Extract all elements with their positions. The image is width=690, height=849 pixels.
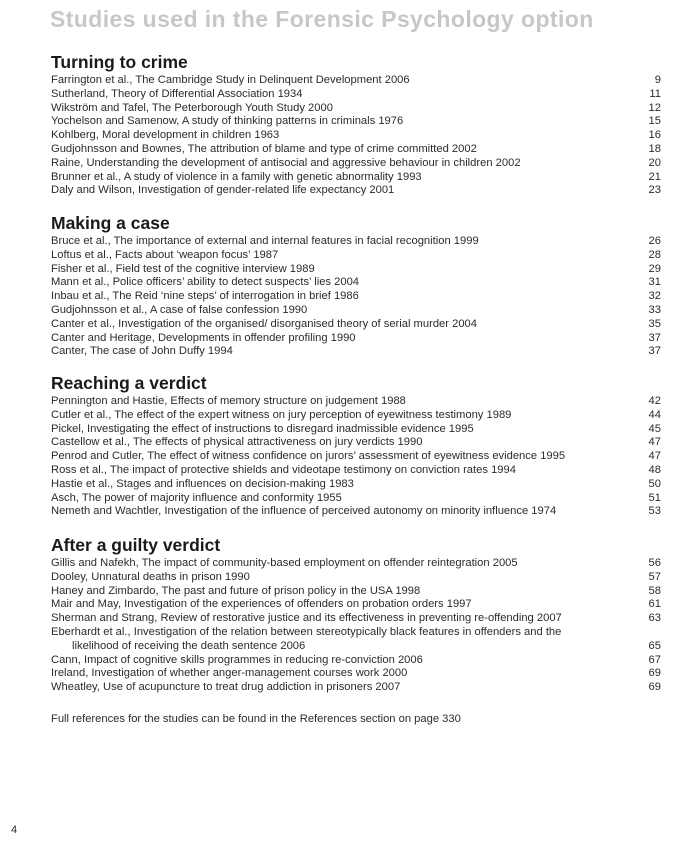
study-title-text: Canter, The case of John Duffy 1994 <box>51 345 233 358</box>
study-entry <box>51 612 661 626</box>
section-heading: Turning to crime <box>51 52 188 72</box>
section-reaching-a-verdict <box>51 371 661 519</box>
study-title <box>51 423 637 437</box>
study-entry <box>51 184 661 198</box>
study-title-text: Pennington and Hastie, Effects of memory structure on judgement 1988 <box>51 395 406 407</box>
study-title-text: Sutherland, Theory of Differential Association 1934 <box>51 87 303 100</box>
study-title-text: Gudjohnsson and Bownes, The attribution of blame and type of crime committed 2002 <box>51 142 477 155</box>
study-title <box>51 612 637 626</box>
study-title <box>51 505 637 519</box>
study-title <box>51 115 637 129</box>
page-reference: 47 <box>648 436 661 449</box>
study-title <box>51 450 637 464</box>
page-reference: 63 <box>648 612 661 625</box>
study-entry <box>51 171 661 185</box>
study-title-text: Mair and May, Investigation of the experiences of offenders on probation orders 1997 <box>51 598 472 611</box>
study-title <box>51 464 637 478</box>
study-entry <box>51 290 661 304</box>
page-reference: 56 <box>648 557 661 569</box>
study-title <box>51 436 637 450</box>
section-heading: Making a case <box>51 213 170 233</box>
study-entry <box>51 654 661 668</box>
study-title-text: Penrod and Cutler, The effect of witness confidence on jurors’ assessment of eyewitness evidence 1995 <box>51 450 566 463</box>
study-entry <box>51 129 661 143</box>
study-title-text: Cann, Impact of cognitive skills programmes in reducing re-conviction 2006 <box>51 653 423 666</box>
study-entry <box>51 304 661 318</box>
study-entry <box>51 263 661 277</box>
study-title-text: Daly and Wilson, Investigation of gender-related life expectancy 2001 <box>51 184 395 197</box>
study-entry <box>51 598 661 612</box>
study-title-text: Ireland, Investigation of whether anger-management courses work 2000 <box>51 667 408 680</box>
study-title <box>51 345 637 359</box>
study-entry <box>51 667 661 681</box>
section-turning-to-crime <box>51 50 661 198</box>
study-entry <box>51 102 661 116</box>
study-title <box>51 681 637 695</box>
study-title-text: Canter and Heritage, Developments in offender profiling 1990 <box>51 331 356 344</box>
study-entry <box>51 505 661 519</box>
study-title <box>51 143 637 157</box>
page-number: 4 <box>11 824 18 836</box>
section-heading: After a guilty verdict <box>51 535 221 555</box>
study-title <box>51 276 637 290</box>
study-entry <box>51 423 661 437</box>
page-reference: 67 <box>648 653 661 666</box>
study-title-text: Mann et al., Police officers’ ability to detect suspects’ lies 2004 <box>51 276 360 289</box>
study-title <box>51 478 637 492</box>
page-reference: 28 <box>648 248 661 261</box>
study-title-text: Kohlberg, Moral development in children 1963 <box>51 129 280 142</box>
study-title <box>51 585 637 599</box>
study-title <box>51 102 637 116</box>
page-title: Studies used in the Forensic Psychology option <box>50 6 594 32</box>
study-title <box>51 557 637 571</box>
study-title-text: Gillis and Nafekh, The impact of community-based employment on offender reintegration 2005 <box>51 557 518 569</box>
study-title-text: Brunner et al., A study of violence in a family with genetic abnormality 1993 <box>51 170 422 183</box>
study-entry <box>51 436 661 450</box>
study-entry <box>51 626 661 654</box>
page-reference: 33 <box>648 303 661 316</box>
study-title <box>51 129 637 143</box>
study-entry <box>51 235 661 249</box>
page-reference: 69 <box>648 681 661 694</box>
study-title-text: Wheatley, Use of acupuncture to treat drug addiction in prisoners 2007 <box>51 681 401 694</box>
study-entry <box>51 681 661 695</box>
study-title-text: Wikström and Tafel, The Peterborough Youth Study 2000 <box>51 101 333 114</box>
study-title <box>51 74 637 88</box>
study-title <box>51 626 637 654</box>
study-entry <box>51 143 661 157</box>
section-heading: Reaching a verdict <box>51 373 207 393</box>
page-reference: 11 <box>649 87 661 100</box>
study-title-text: Yochelson and Samenow, A study of thinking patterns in criminals 1976 <box>51 115 404 128</box>
page-reference: 58 <box>648 584 661 597</box>
study-title <box>51 184 637 198</box>
study-entry <box>51 249 661 263</box>
page-reference: 45 <box>648 422 661 435</box>
study-entry <box>51 395 661 409</box>
page-reference: 9 <box>654 74 661 86</box>
study-title-text: Inbau et al., The Reid ‘nine steps’ of interrogation in brief 1986 <box>51 290 359 303</box>
study-title-text: Haney and Zimbardo, The past and future of prison policy in the USA 1998 <box>51 584 421 597</box>
study-title <box>51 409 637 423</box>
study-title <box>51 395 637 409</box>
page-reference: 65 <box>648 639 661 652</box>
study-entry <box>51 115 661 129</box>
study-title <box>51 654 637 668</box>
page-reference: 61 <box>648 598 661 611</box>
study-title-text: Sherman and Strang, Review of restorative justice and its effectiveness in preventing re-offending 2007 <box>51 612 562 625</box>
study-title-text: Gudjohnsson et al., A case of false confession 1990 <box>51 303 308 316</box>
study-title <box>51 304 637 318</box>
study-title-text: Castellow et al., The effects of physical attractiveness on jury verdicts 1990 <box>51 436 423 449</box>
study-title-text: Loftus et al., Facts about ‘weapon focus’ 1987 <box>51 248 279 261</box>
study-entry <box>51 157 661 171</box>
study-title-text: Farrington et al., The Cambridge Study in Delinquent Development 2006 <box>51 74 410 86</box>
study-title <box>51 667 637 681</box>
page-reference: 47 <box>648 450 661 463</box>
references-footnote: Full references for the studies can be found in the References section on page 330 <box>51 713 461 725</box>
study-title <box>51 492 637 506</box>
page-reference: 48 <box>648 463 661 476</box>
study-entry <box>51 318 661 332</box>
study-title <box>51 157 637 171</box>
page-reference: 44 <box>648 408 661 421</box>
study-title-text: Raine, Understanding the development of antisocial and aggressive behaviour in children 2002 <box>51 156 521 169</box>
study-title-text: Bruce et al., The importance of external and internal features in facial recognition 1999 <box>51 235 479 247</box>
study-entry <box>51 464 661 478</box>
page-reference: 23 <box>648 184 661 197</box>
study-title <box>51 332 637 346</box>
study-entry <box>51 478 661 492</box>
study-entry <box>51 345 661 359</box>
page-reference: 50 <box>648 477 661 490</box>
study-entry <box>51 409 661 423</box>
page-reference: 29 <box>648 262 661 275</box>
study-title-text: Hastie et al., Stages and influences on decision-making 1983 <box>51 477 354 490</box>
page-reference: 53 <box>648 505 661 518</box>
page-reference: 35 <box>648 317 661 330</box>
page-reference: 20 <box>648 156 661 169</box>
page-reference: 69 <box>648 667 661 680</box>
study-title <box>51 598 637 612</box>
page-reference: 26 <box>648 235 661 247</box>
page-reference: 57 <box>648 570 661 583</box>
section-after-a-guilty-verdict <box>51 533 661 695</box>
study-title-text: Fisher et al., Field test of the cognitive interview 1989 <box>51 262 315 275</box>
page-reference: 37 <box>648 345 661 358</box>
study-title <box>51 249 637 263</box>
page-reference: 37 <box>648 331 661 344</box>
study-title <box>51 571 637 585</box>
study-title-text: Dooley, Unnatural deaths in prison 1990 <box>51 570 250 583</box>
study-title <box>51 235 637 249</box>
study-title-text: Asch, The power of majority influence and conformity 1955 <box>51 491 342 504</box>
study-title-text: Cutler et al., The effect of the expert witness on jury perception of eyewitness testimony 1989 <box>51 408 512 421</box>
study-entry <box>51 450 661 464</box>
study-title-text: Ross et al., The impact of protective shields and videotape testimony on conviction rates 1994 <box>51 463 516 476</box>
page-reference: 42 <box>648 395 661 407</box>
study-entry <box>51 557 661 571</box>
page-reference: 32 <box>648 290 661 303</box>
study-title <box>51 88 637 102</box>
study-entry <box>51 571 661 585</box>
study-title-continuation: likelihood of receiving the death sentence 2006 <box>72 639 306 652</box>
study-entry <box>51 332 661 346</box>
study-entry <box>51 276 661 290</box>
study-title <box>51 263 637 277</box>
page-reference: 12 <box>648 101 661 114</box>
study-entry <box>51 88 661 102</box>
study-entry <box>51 585 661 599</box>
study-title-text: Eberhardt et al., Investigation of the relation between stereotypically black features in offenders and the <box>51 625 562 638</box>
study-title-text: Pickel, Investigating the effect of instructions to disregard inadmissible evidence 1995 <box>51 422 474 435</box>
page-reference: 21 <box>648 170 661 183</box>
page-reference: 31 <box>648 276 661 289</box>
section-making-a-case <box>51 211 661 359</box>
study-title-text: Nemeth and Wachtler, Investigation of the influence of perceived autonomy on minority influence 1974 <box>51 505 557 518</box>
page-reference: 18 <box>648 142 661 155</box>
study-title-text: Canter et al., Investigation of the organised/ disorganised theory of serial murder 2004 <box>51 317 477 330</box>
study-entry <box>51 492 661 506</box>
study-entry <box>51 74 661 88</box>
study-title <box>51 290 637 304</box>
study-title <box>51 318 637 332</box>
page-reference: 51 <box>648 491 661 504</box>
study-title <box>51 171 637 185</box>
page-reference: 16 <box>648 129 661 142</box>
page-reference: 15 <box>648 115 661 128</box>
